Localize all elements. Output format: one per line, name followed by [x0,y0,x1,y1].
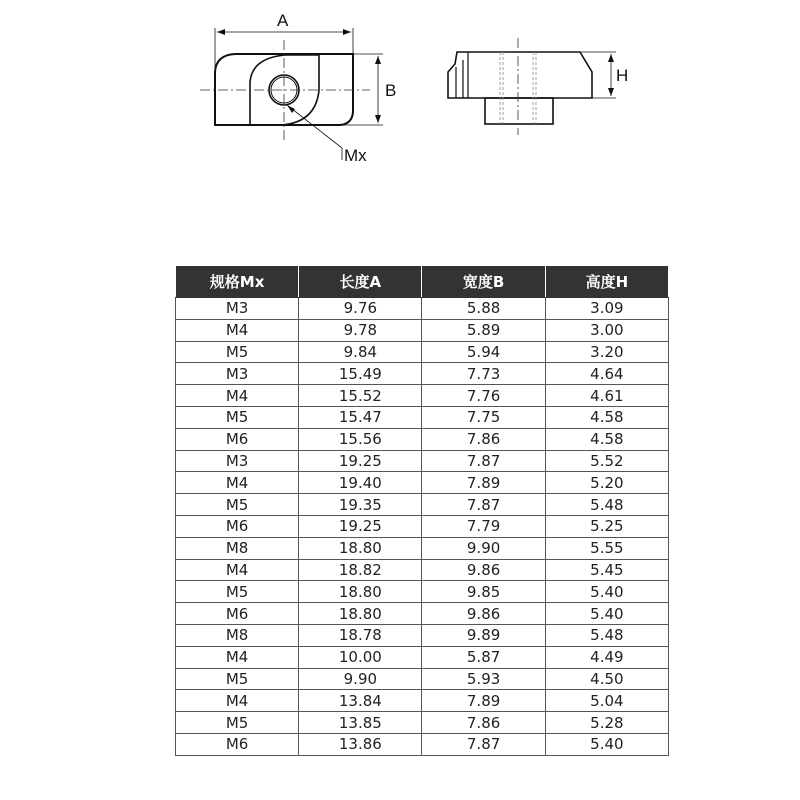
cell-width-b: 7.73 [422,363,545,385]
table-row [176,581,669,603]
cell-height-h: 4.61 [545,385,668,407]
cell-height-h: 5.28 [545,712,668,734]
cell-thread-size: M4 [176,559,299,581]
cell-length-a: 13.85 [299,712,422,734]
table-row [176,733,669,755]
header-height-h: 高度H [545,266,668,298]
cell-length-a: 15.56 [299,428,422,450]
dimension-b-label: B [385,81,397,100]
cell-height-h: 5.48 [545,624,668,646]
table-row [176,624,669,646]
cell-length-a: 19.35 [299,494,422,516]
spec-table [175,265,669,756]
header-thread-size: 规格Mx [176,266,299,298]
cell-height-h: 3.00 [545,319,668,341]
cell-length-a: 15.47 [299,406,422,428]
cell-width-b: 9.90 [422,537,545,559]
cell-length-a: 15.52 [299,385,422,407]
dimension-a-label: A [277,11,289,30]
cell-thread-size: M8 [176,537,299,559]
cell-thread-size: M5 [176,581,299,603]
table-row [176,406,669,428]
cell-thread-size: M4 [176,690,299,712]
cell-length-a: 18.78 [299,624,422,646]
cell-height-h: 4.64 [545,363,668,385]
cell-height-h: 5.45 [545,559,668,581]
cell-height-h: 3.20 [545,341,668,363]
cell-height-h: 5.40 [545,603,668,625]
cell-length-a: 18.82 [299,559,422,581]
cell-length-a: 19.25 [299,515,422,537]
table-row [176,363,669,385]
table-row [176,472,669,494]
cell-height-h: 5.52 [545,450,668,472]
cell-height-h: 5.48 [545,494,668,516]
cell-thread-size: M5 [176,494,299,516]
cell-thread-size: M4 [176,646,299,668]
table-body [176,298,669,756]
table-row [176,298,669,320]
cell-height-h: 4.50 [545,668,668,690]
cell-length-a: 9.84 [299,341,422,363]
cell-length-a: 9.90 [299,668,422,690]
cell-height-h: 3.09 [545,298,668,320]
cell-height-h: 5.25 [545,515,668,537]
cell-height-h: 5.55 [545,537,668,559]
table-row [176,341,669,363]
table-row [176,690,669,712]
cell-width-b: 7.86 [422,712,545,734]
header-width-b: 宽度B [422,266,545,298]
cell-length-a: 9.76 [299,298,422,320]
table-row [176,646,669,668]
cell-length-a: 19.40 [299,472,422,494]
cell-thread-size: M6 [176,428,299,450]
cell-thread-size: M6 [176,603,299,625]
cell-thread-size: M3 [176,450,299,472]
table-header-row [176,266,669,298]
cell-thread-size: M4 [176,385,299,407]
cell-thread-size: M6 [176,733,299,755]
cell-width-b: 7.89 [422,690,545,712]
cell-thread-size: M3 [176,363,299,385]
table-row [176,668,669,690]
table-row [176,603,669,625]
cell-thread-size: M5 [176,406,299,428]
cell-thread-size: M8 [176,624,299,646]
cell-width-b: 9.86 [422,603,545,625]
cell-width-b: 5.94 [422,341,545,363]
cell-height-h: 4.58 [545,428,668,450]
cell-thread-size: M5 [176,341,299,363]
cell-height-h: 5.40 [545,733,668,755]
cell-length-a: 18.80 [299,603,422,625]
cell-length-a: 15.49 [299,363,422,385]
cell-width-b: 7.79 [422,515,545,537]
cell-width-b: 7.87 [422,494,545,516]
cell-height-h: 4.58 [545,406,668,428]
cell-width-b: 7.87 [422,733,545,755]
cell-length-a: 18.80 [299,537,422,559]
cell-length-a: 18.80 [299,581,422,603]
cell-width-b: 5.89 [422,319,545,341]
cell-length-a: 13.84 [299,690,422,712]
table-row [176,450,669,472]
cell-thread-size: M4 [176,472,299,494]
dimension-h-label: H [616,66,629,85]
table-row [176,515,669,537]
cell-width-b: 7.86 [422,428,545,450]
cell-thread-size: M4 [176,319,299,341]
cell-width-b: 7.89 [422,472,545,494]
cell-height-h: 5.04 [545,690,668,712]
cell-width-b: 7.76 [422,385,545,407]
cell-length-a: 10.00 [299,646,422,668]
t-nut-drawing-icon [0,0,800,200]
table-row [176,559,669,581]
cell-width-b: 5.88 [422,298,545,320]
cell-width-b: 5.87 [422,646,545,668]
table-row [176,494,669,516]
table-row [176,712,669,734]
cell-height-h: 4.49 [545,646,668,668]
table-row [176,428,669,450]
cell-width-b: 9.89 [422,624,545,646]
cell-thread-size: M5 [176,668,299,690]
cell-height-h: 5.20 [545,472,668,494]
cell-length-a: 19.25 [299,450,422,472]
header-length-a: 长度A [299,266,422,298]
cell-length-a: 9.78 [299,319,422,341]
cell-width-b: 7.75 [422,406,545,428]
cell-width-b: 7.87 [422,450,545,472]
cell-height-h: 5.40 [545,581,668,603]
cell-width-b: 9.86 [422,559,545,581]
cell-length-a: 13.86 [299,733,422,755]
cell-width-b: 9.85 [422,581,545,603]
cell-width-b: 5.93 [422,668,545,690]
table-row [176,537,669,559]
table-row [176,319,669,341]
technical-drawing [0,0,800,200]
cell-thread-size: M5 [176,712,299,734]
thread-size-label: Mx [344,146,367,165]
cell-thread-size: M3 [176,298,299,320]
table-row [176,385,669,407]
cell-thread-size: M6 [176,515,299,537]
